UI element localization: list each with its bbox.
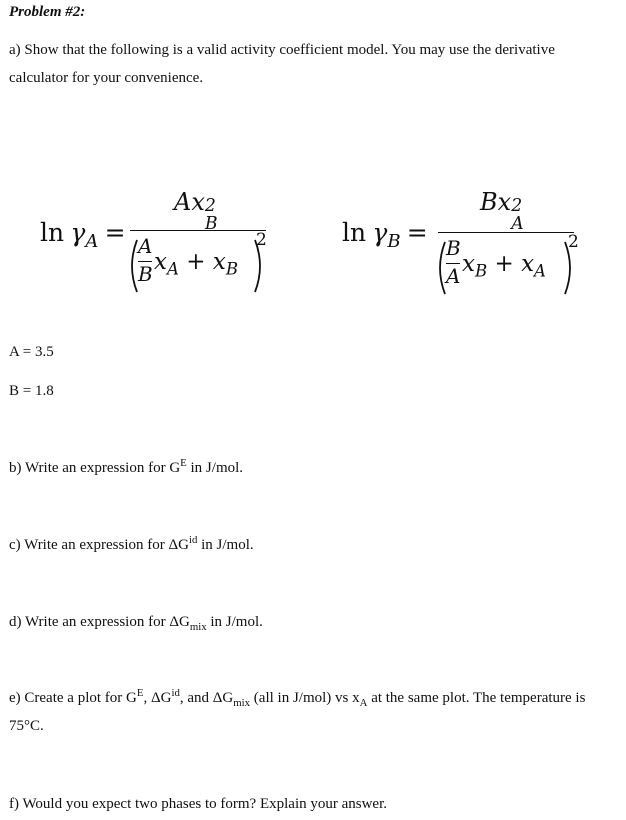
part-e-text-2: , ΔG xyxy=(143,690,172,706)
gamma-subscript: A xyxy=(85,231,99,252)
part-b-superscript: E xyxy=(180,457,187,469)
equation-a-denominator xyxy=(126,230,276,294)
denominator-x2: x xyxy=(521,251,535,277)
denominator-x2: x xyxy=(212,249,226,275)
gamma-subscript: B xyxy=(387,231,401,252)
equals-sign: = xyxy=(406,218,428,247)
equals-sign: = xyxy=(104,218,126,247)
part-c-question xyxy=(9,535,254,555)
fraction-bar xyxy=(130,230,266,231)
numerator-variable: x xyxy=(191,188,205,216)
denominator-exponent: 2 xyxy=(568,232,579,252)
part-b-units: in J/mol. xyxy=(186,460,244,476)
fraction-bar xyxy=(438,232,574,233)
denominator-x2-subscript: B xyxy=(225,259,238,279)
numerator-superscript: 2 xyxy=(511,196,523,216)
problem-title: Problem #2: xyxy=(9,4,86,20)
part-d-subscript: mix xyxy=(189,621,207,633)
denominator-sum xyxy=(154,249,238,279)
plus-sign: + xyxy=(494,251,514,277)
numerator-variable: x xyxy=(497,188,512,216)
param-b-value: B = 1.8 xyxy=(9,383,54,399)
equation-a-lhs xyxy=(40,218,126,252)
part-d-units: in J/mol. xyxy=(206,614,263,630)
part-e-question xyxy=(9,684,621,740)
inner-fraction-bottom: B xyxy=(138,262,153,286)
part-e-text-3: , and ΔG xyxy=(179,690,234,706)
part-a-question xyxy=(9,36,619,92)
part-b-text: b) Write an expression for G xyxy=(9,460,181,476)
equation-ln-gamma-a xyxy=(0,180,300,320)
inner-fraction-top: A xyxy=(138,234,153,258)
numerator-superscript: 2 xyxy=(204,196,216,216)
part-e-text-1: e) Create a plot for G xyxy=(9,690,137,706)
denominator-exponent: 2 xyxy=(256,230,267,250)
part-e-text-4: (all in J/mol) vs x xyxy=(250,690,360,706)
part-e-line-2: 75°C. xyxy=(9,718,44,734)
part-e-sub-4: A xyxy=(359,697,368,709)
numerator-subscript: A xyxy=(511,214,524,234)
plus-sign: + xyxy=(186,249,206,275)
part-f-question: f) Would you expect two phases to form? Explain your answer. xyxy=(9,796,388,812)
numerator-coefficient: B xyxy=(480,188,498,216)
part-c-superscript: id xyxy=(188,534,198,546)
part-a-line-1: a) Show that the following is a valid activity coefficient model. You may use the derivative xyxy=(9,42,555,58)
denominator-x1-subscript: B xyxy=(474,261,488,281)
part-c-units: in J/mol. xyxy=(197,537,254,553)
part-e-text-5: at the same plot. The temperature is xyxy=(367,690,586,706)
ln-label: ln xyxy=(342,218,367,247)
part-e-sup-2: id xyxy=(171,687,180,699)
inner-fraction-top: B xyxy=(446,236,461,260)
param-a-value: A = 3.5 xyxy=(9,344,54,360)
denominator-x1: x xyxy=(462,251,475,277)
equation-b-lhs xyxy=(342,218,428,252)
equation-b-denominator xyxy=(434,232,584,296)
part-c-text: c) Write an expression for ΔG xyxy=(9,537,189,553)
equation-a-numerator xyxy=(174,188,218,234)
equation-b-numerator xyxy=(480,188,524,234)
denominator-x1-subscript: A xyxy=(166,259,179,279)
part-e-sub-3: mix xyxy=(233,697,251,709)
denominator-x2-subscript: A xyxy=(534,261,546,281)
equation-ln-gamma-b xyxy=(300,180,620,320)
part-e-sup-1: E xyxy=(136,687,144,699)
numerator-subscript: B xyxy=(204,214,218,234)
inner-fraction-bottom: A xyxy=(446,264,461,288)
gamma-symbol: γ xyxy=(70,218,86,247)
ln-label: ln xyxy=(40,218,65,247)
part-d-question xyxy=(9,612,263,632)
part-d-text: d) Write an expression for ΔG xyxy=(9,614,190,630)
gamma-symbol: γ xyxy=(372,218,388,247)
part-e-line-1 xyxy=(9,684,621,712)
part-a-line-2: calculator for your convenience. xyxy=(9,70,204,86)
denominator-x1: x xyxy=(154,249,167,275)
denominator-sum xyxy=(462,251,546,281)
numerator-coefficient: A xyxy=(174,188,192,216)
part-b-question xyxy=(9,458,243,478)
